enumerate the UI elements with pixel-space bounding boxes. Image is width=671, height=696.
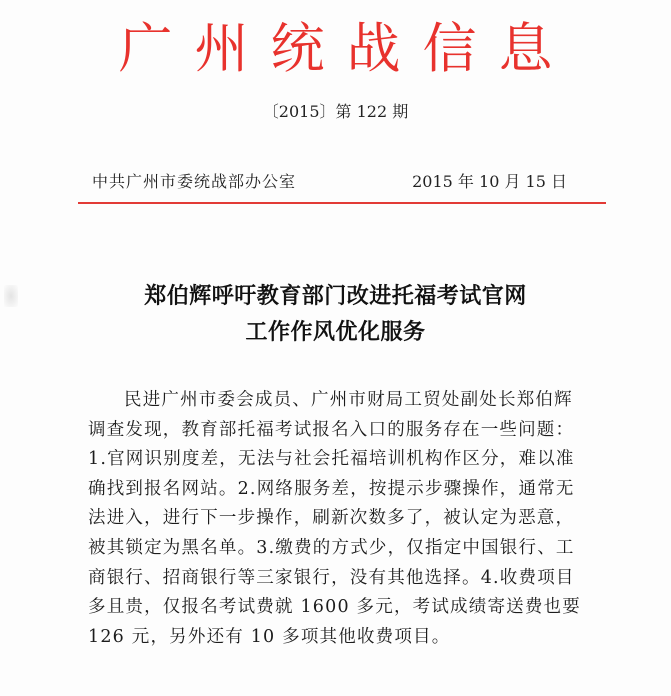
body-line: 多且贵，仅报名考试费就 1600 多元，考试成绩寄送费也要 (88, 597, 581, 618)
body-line: 1.官网识别度差，无法与社会托福培训机构作区分，难以准 (88, 449, 575, 470)
body-line: 126 元，另外还有 10 多项其他收费项目。 (88, 626, 451, 647)
body-line: 法进入，进行下一步操作，刷新次数多了，被认定为恶意， (88, 508, 575, 529)
article-body (88, 386, 588, 652)
headline-line-1: 郑伯辉呼吁教育部门改进托福考试官网 (144, 284, 527, 309)
body-line: 被其锁定为黑名单。3.缴费的方式少，仅指定中国银行、工 (88, 537, 575, 558)
masthead-title: 广州统战信息 (118, 17, 575, 80)
red-divider-rule (78, 202, 606, 204)
issuing-organization: 中共广州市委统战部办公室 (92, 172, 297, 191)
body-line: 商银行、招商银行等三家银行，没有其他选择。4.收费项目 (88, 567, 575, 588)
headline-line-2: 工作作风优化服务 (245, 320, 426, 345)
issue-date: 2015 年 10 月 15 日 (412, 172, 567, 191)
body-line: 确找到报名网站。2.网络服务差，按提示步骤操作，通常无 (88, 478, 575, 499)
body-line: 调查发现，教育部托福考试报名入口的服务存在一些问题： (88, 419, 575, 440)
body-line: 民进广州市委会成员、广州市财局工贸处副处长郑伯辉 (124, 390, 573, 410)
issue-number: 〔2015〕第 122 期 (262, 102, 409, 121)
